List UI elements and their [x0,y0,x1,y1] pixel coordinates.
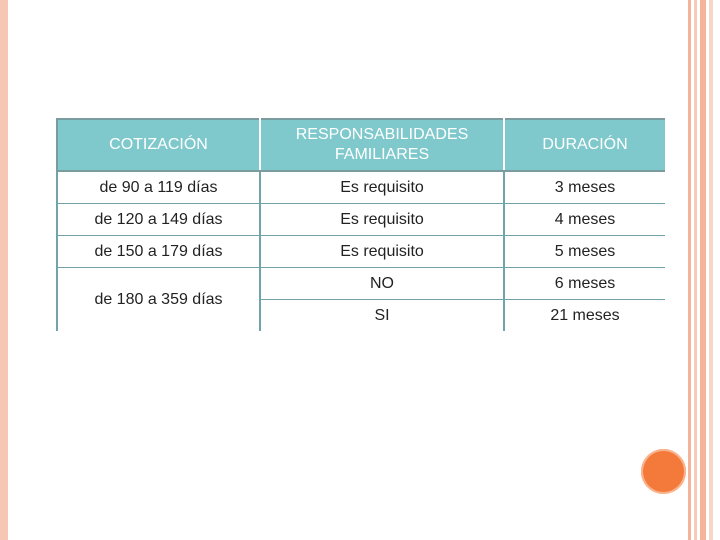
table-row [57,204,665,236]
table-row [57,236,665,268]
cell-responsabilidades: NO [260,268,504,300]
table-row [57,171,665,204]
cell-responsabilidades: Es requisito [260,236,504,268]
slide-right-border [700,0,706,540]
cell-cotizacion: de 150 a 179 días [57,236,260,268]
cotizacion-table [56,118,665,331]
slide-right-border [709,0,713,540]
slide-right-border [694,0,697,540]
cell-duracion: 4 meses [504,204,665,236]
header-responsabilidades: RESPONSABILIDADES FAMILIARES [260,119,504,171]
table-image [56,118,665,333]
orange-circle-decoration [641,449,686,494]
table-row [57,268,665,300]
cell-cotizacion: de 90 a 119 días [57,171,260,204]
cell-duracion: 21 meses [504,300,665,332]
cell-duracion: 6 meses [504,268,665,300]
cell-duracion: 3 meses [504,171,665,204]
table-header-row [57,119,665,171]
cell-cotizacion: de 180 a 359 días [57,268,260,332]
cell-responsabilidades: Es requisito [260,171,504,204]
cell-responsabilidades: SI [260,300,504,332]
header-cotizacion: COTIZACIÓN [57,119,260,171]
cell-responsabilidades: Es requisito [260,204,504,236]
cell-cotizacion: de 120 a 149 días [57,204,260,236]
slide-right-border [688,0,691,540]
cell-duracion: 5 meses [504,236,665,268]
slide-left-border [0,0,8,540]
header-duracion: DURACIÓN [504,119,665,171]
